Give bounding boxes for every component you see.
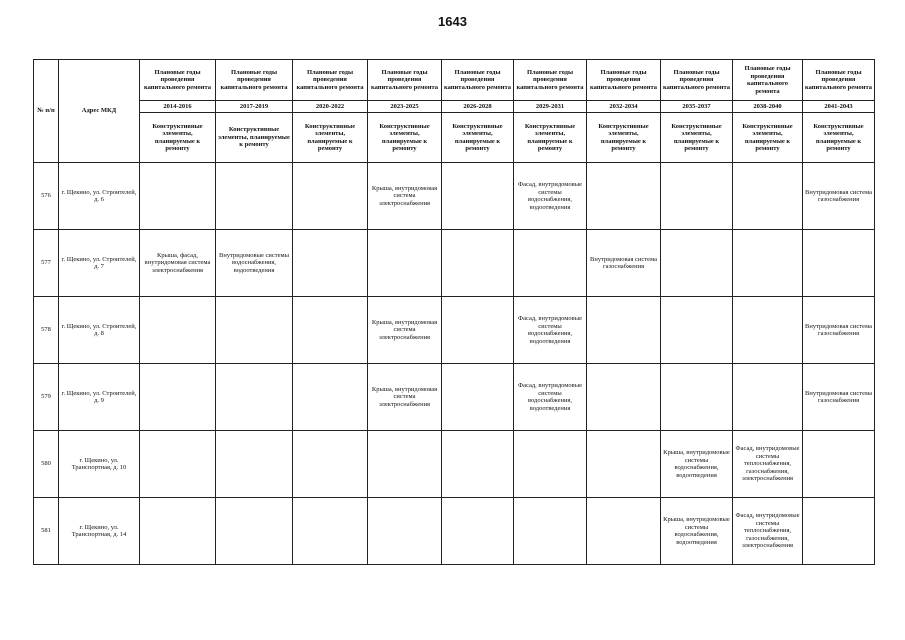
table-row (34, 297, 875, 364)
repair-cell (368, 230, 442, 297)
repair-cell (216, 297, 293, 364)
page-number: 1643 (438, 14, 467, 29)
elements-header: Конструктивные элементы, планируемые к ремонту (442, 113, 514, 163)
row-number: 581 (34, 498, 59, 565)
repair-cell (140, 431, 216, 498)
row-number: 579 (34, 364, 59, 431)
repair-cell (216, 431, 293, 498)
row-address: г. Щекино, ул. Транспортная, д. 14 (59, 498, 140, 565)
repair-cell: Фасад, внутридомовые системы водоснабжения, водоотведения (514, 297, 587, 364)
repair-cell (803, 498, 875, 565)
repair-cell (587, 163, 661, 230)
repair-cell (442, 498, 514, 565)
repair-cell (140, 163, 216, 230)
elements-header: Конструктивные элементы, планируемые к ремонту (661, 113, 733, 163)
repair-cell (293, 163, 368, 230)
repair-cell (733, 163, 803, 230)
period-years: 2038-2040 (733, 101, 803, 113)
period-years: 2041-2043 (803, 101, 875, 113)
period-years: 2035-2037 (661, 101, 733, 113)
elements-header: Конструктивные элементы, планируемые к ремонту (587, 113, 661, 163)
table-row (34, 431, 875, 498)
table-row (34, 230, 875, 297)
repair-cell (587, 297, 661, 364)
repair-cell: Крыша, внутридомовая система электроснабжения (368, 364, 442, 431)
repair-cell (733, 297, 803, 364)
elements-header: Конструктивные элементы, планируемые к ремонту (216, 113, 293, 163)
period-years: 2017-2019 (216, 101, 293, 113)
period-years: 2026-2028 (442, 101, 514, 113)
repair-cell: Крыша, внутридомовая система электроснабжения (368, 163, 442, 230)
repair-cell (587, 498, 661, 565)
row-address: г. Щекино, ул. Строителей, д. 6 (59, 163, 140, 230)
repair-cell (368, 431, 442, 498)
repair-cell (216, 364, 293, 431)
table-row (34, 163, 875, 230)
repair-cell (803, 230, 875, 297)
repair-cell (661, 364, 733, 431)
repair-cell (140, 498, 216, 565)
period-years: 2014-2016 (140, 101, 216, 113)
repair-cell: Крыша, фасад, внутридомовая система электроснабжения (140, 230, 216, 297)
period-header: Плановые годы проведения капитального ремонта (442, 60, 514, 101)
table-row (34, 364, 875, 431)
period-header: Плановые годы проведения капитального ремонта (514, 60, 587, 101)
repair-cell: Крыша, внутридомовые системы водоснабжения, водоотведения (661, 498, 733, 565)
period-header: Плановые годы проведения капитального ремонта (140, 60, 216, 101)
repair-cell: Внутридомовая система газоснабжения (803, 163, 875, 230)
repair-cell (733, 364, 803, 431)
col-num-header: № п/п (34, 60, 59, 163)
capital-repair-table (33, 59, 875, 565)
repair-cell (293, 297, 368, 364)
repair-cell (661, 297, 733, 364)
repair-cell (216, 498, 293, 565)
repair-cell: Фасад, внутридомовые системы водоснабжения, водоотведения (514, 163, 587, 230)
elements-header: Конструктивные элементы, планируемые к ремонту (368, 113, 442, 163)
repair-cell (293, 230, 368, 297)
repair-cell: Внутридомовая система газоснабжения (803, 297, 875, 364)
repair-cell (661, 163, 733, 230)
row-number: 578 (34, 297, 59, 364)
repair-cell (514, 230, 587, 297)
repair-cell (293, 498, 368, 565)
repair-cell (293, 364, 368, 431)
repair-cell (442, 297, 514, 364)
repair-cell (442, 364, 514, 431)
elements-header: Конструктивные элементы, планируемые к ремонту (733, 113, 803, 163)
repair-cell (216, 163, 293, 230)
period-header: Плановые годы проведения капитального ремонта (733, 60, 803, 101)
repair-cell (587, 431, 661, 498)
repair-cell (733, 230, 803, 297)
period-years: 2032-2034 (587, 101, 661, 113)
repair-cell: Внутридомовая система газоснабжения (803, 364, 875, 431)
period-header: Плановые годы проведения капитального ремонта (587, 60, 661, 101)
repair-cell (442, 431, 514, 498)
repair-cell: Внутридомовые системы водоснабжения, водоотведения (216, 230, 293, 297)
repair-cell (442, 230, 514, 297)
row-number: 580 (34, 431, 59, 498)
row-address: г. Щекино, ул. Строителей, д. 8 (59, 297, 140, 364)
repair-cell (140, 364, 216, 431)
repair-cell: Крыша, внутридомовые системы водоснабжения, водоотведения (661, 431, 733, 498)
repair-cell (587, 364, 661, 431)
repair-cell (442, 163, 514, 230)
repair-cell (368, 498, 442, 565)
period-header: Плановые годы проведения капитального ремонта (293, 60, 368, 101)
period-years: 2029-2031 (514, 101, 587, 113)
repair-cell: Внутридомовая система газоснабжения (587, 230, 661, 297)
period-years: 2023-2025 (368, 101, 442, 113)
elements-header: Конструктивные элементы, планируемые к ремонту (514, 113, 587, 163)
repair-cell (293, 431, 368, 498)
period-header: Плановые годы проведения капитального ремонта (216, 60, 293, 101)
elements-header: Конструктивные элементы, планируемые к ремонту (293, 113, 368, 163)
repair-cell: Фасад, внутридомовые системы теплоснабжения, газоснабжения, электроснабжения (733, 431, 803, 498)
row-number: 576 (34, 163, 59, 230)
row-number: 577 (34, 230, 59, 297)
repair-cell: Фасад, внутридомовые системы водоснабжения, водоотведения (514, 364, 587, 431)
table-row (34, 498, 875, 565)
repair-cell (661, 230, 733, 297)
repair-cell (140, 297, 216, 364)
row-address: г. Щекино, ул. Строителей, д. 7 (59, 230, 140, 297)
elements-header: Конструктивные элементы, планируемые к ремонту (140, 113, 216, 163)
period-header: Плановые годы проведения капитального ремонта (368, 60, 442, 101)
col-addr-header: Адрес МКД (59, 60, 140, 163)
row-address: г. Щекино, ул. Транспортная, д. 10 (59, 431, 140, 498)
repair-cell (514, 498, 587, 565)
repair-cell: Фасад, внутридомовые системы теплоснабжения, газоснабжения, электроснабжения (733, 498, 803, 565)
repair-cell (803, 431, 875, 498)
period-header: Плановые годы проведения капитального ремонта (803, 60, 875, 101)
elements-header: Конструктивные элементы, планируемые к ремонту (803, 113, 875, 163)
repair-cell (514, 431, 587, 498)
row-address: г. Щекино, ул. Строителей, д. 9 (59, 364, 140, 431)
repair-cell: Крыша, внутридомовая система электроснабжения (368, 297, 442, 364)
period-years: 2020-2022 (293, 101, 368, 113)
period-header: Плановые годы проведения капитального ремонта (661, 60, 733, 101)
